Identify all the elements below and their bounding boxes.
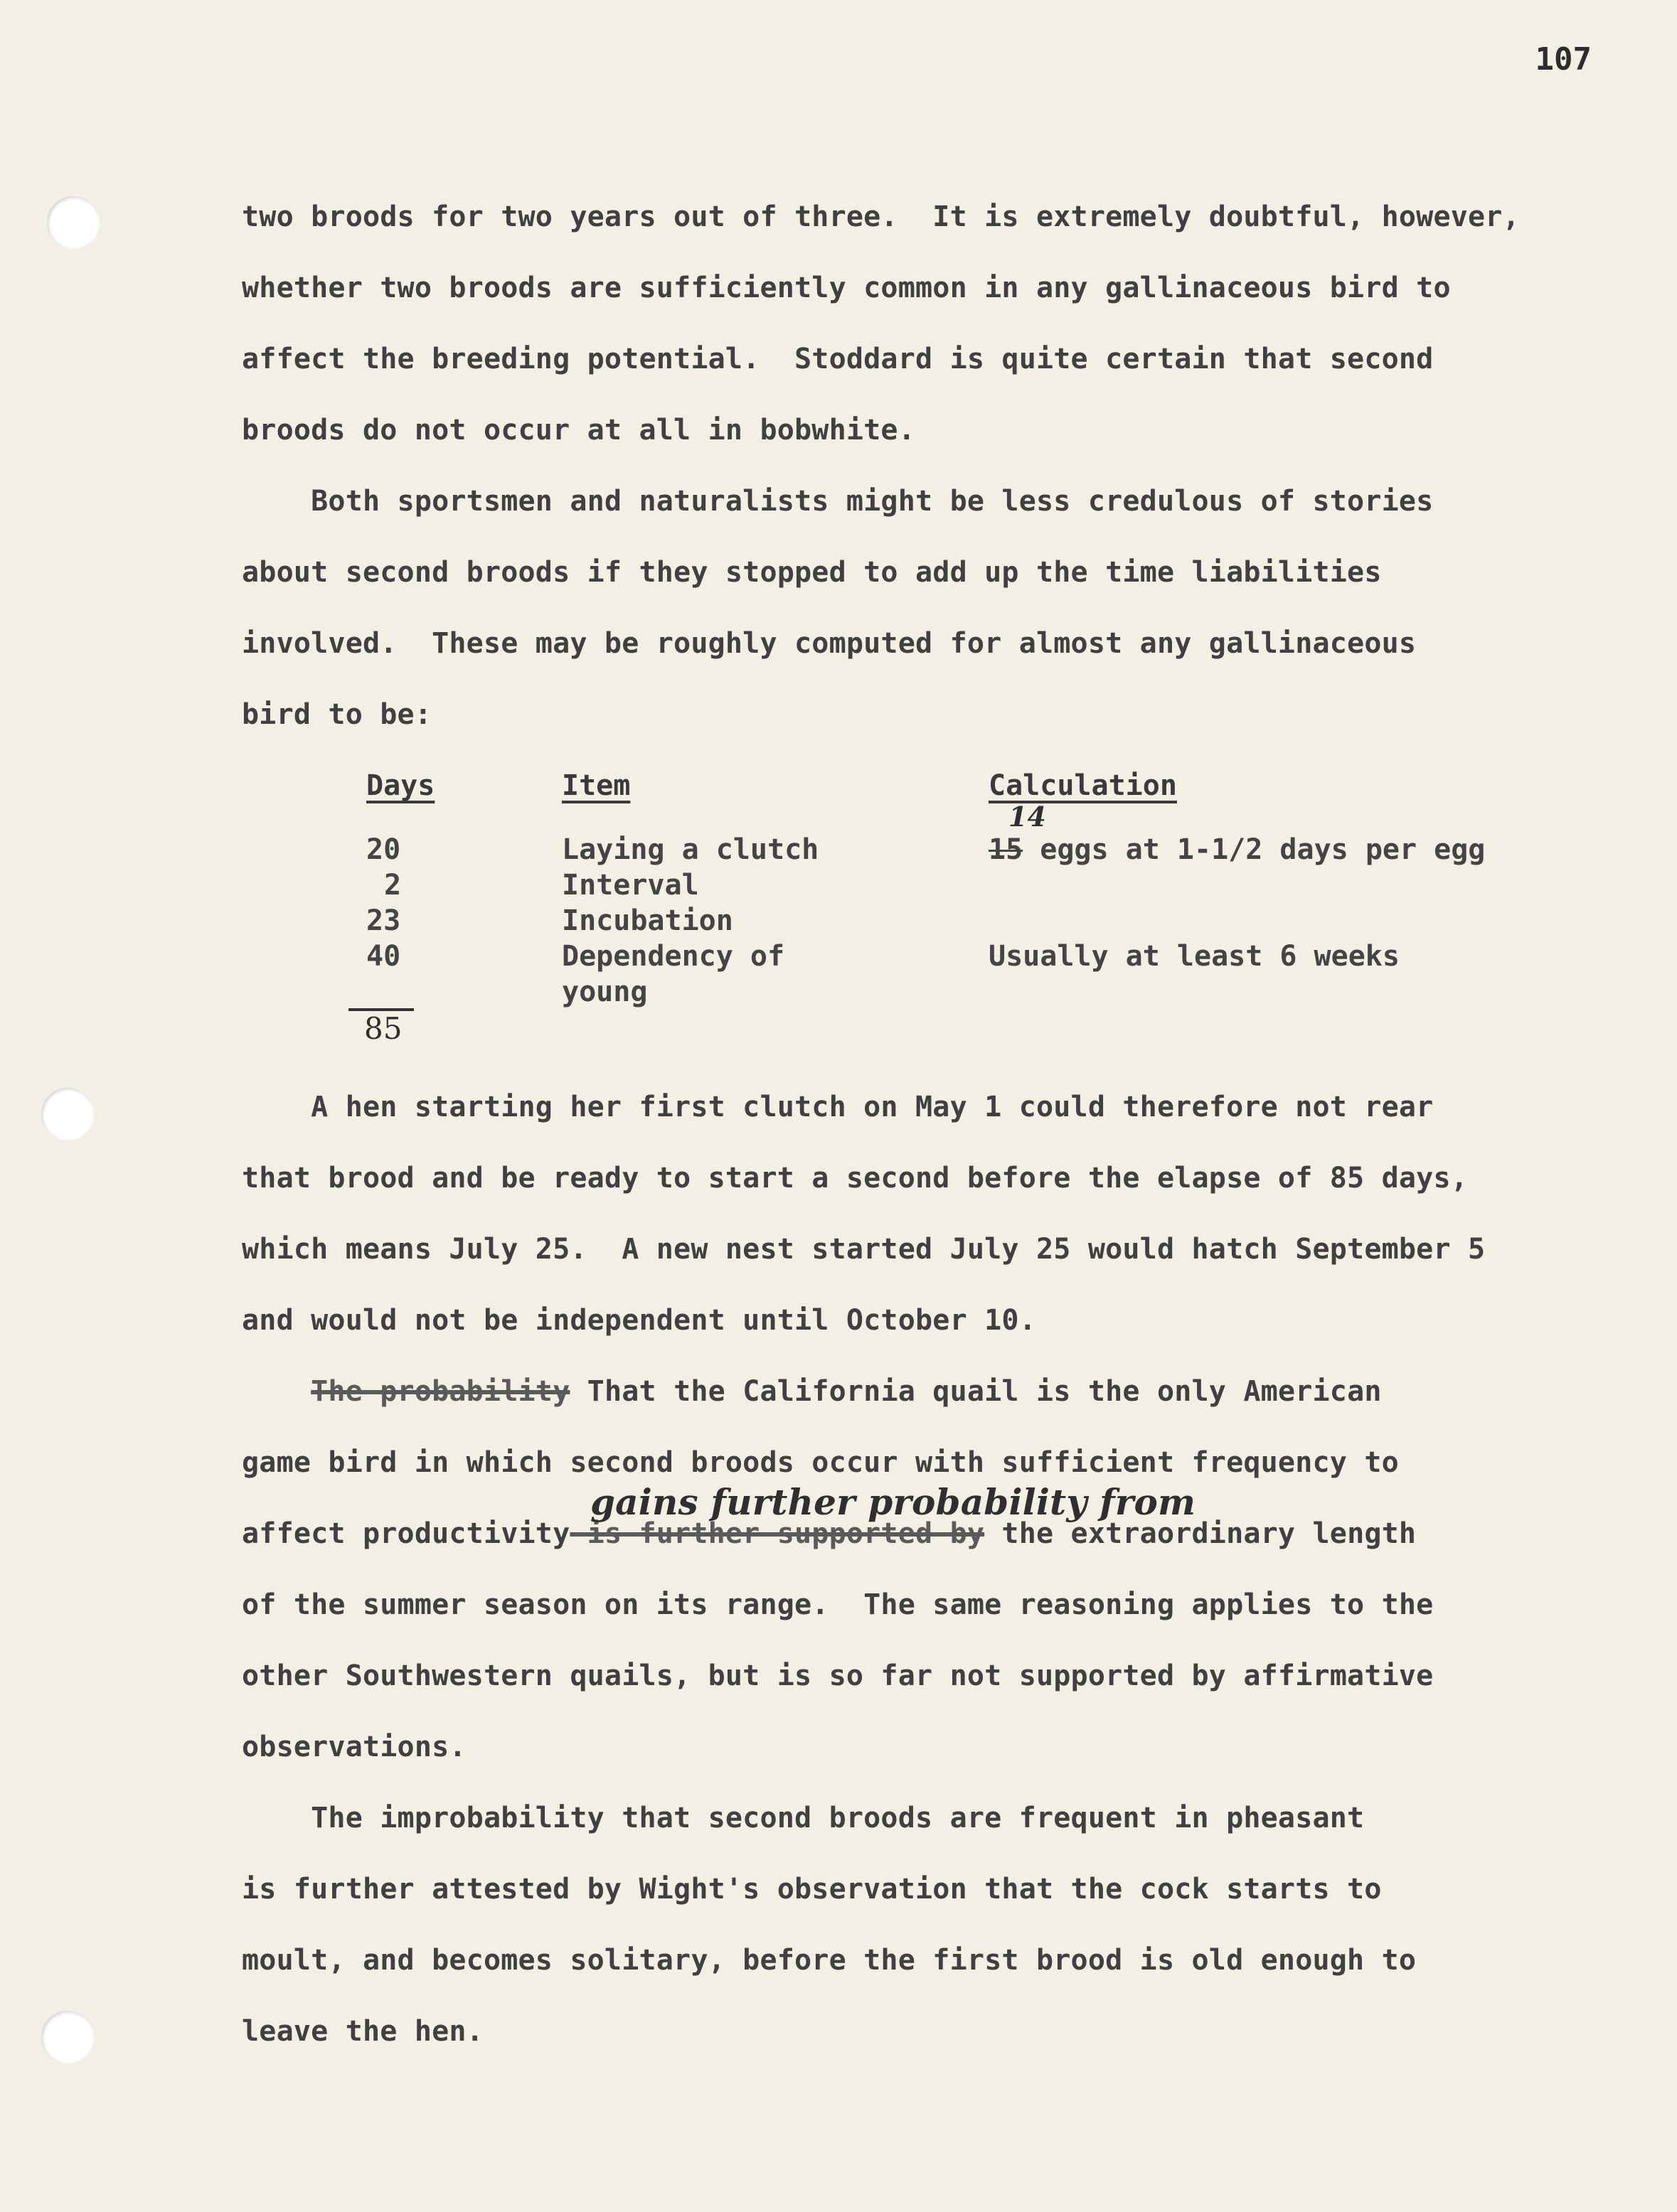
table-row	[242, 867, 1593, 903]
text-line: is further attested by Wight's observation that the cock starts to	[242, 1873, 1382, 1906]
header-calculation: Calculation	[989, 769, 1177, 802]
cell-days: 20	[366, 833, 401, 866]
line-text: That the California quail is the only American	[570, 1375, 1382, 1408]
text-line: A hen starting her first clutch on May 1 could therefore not rear	[242, 1091, 1434, 1123]
punch-hole	[41, 1088, 94, 1140]
punch-hole	[41, 2011, 94, 2063]
text-line: game bird in which second broods occur with sufficient frequency to	[242, 1446, 1399, 1479]
text-block-4	[242, 1793, 1579, 2078]
punch-hole	[47, 196, 100, 249]
days-total: 85	[364, 1011, 403, 1046]
text-block-1	[242, 192, 1579, 761]
table-header	[242, 761, 1593, 811]
cell-calculation	[882, 801, 1593, 867]
text-line: affect the breeding potential. Stoddard is quite certain that second	[242, 343, 1434, 375]
cell-calculation: Usually at least 6 weeks	[989, 940, 1400, 973]
text-line: that brood and be ready to start a second before the elapse of 85 days,	[242, 1162, 1469, 1195]
text-line: about second broods if they stopped to add up the time liabilities	[242, 556, 1382, 589]
text-line: bird to be:	[242, 698, 432, 731]
header-days: Days	[366, 769, 435, 802]
text-line: whether two broods are sufficiently common in any gallinaceous bird to	[242, 272, 1451, 304]
header-item: Item	[562, 769, 631, 802]
text-line: involved. These may be roughly computed for almost any gallinaceous	[242, 627, 1417, 660]
table-row	[242, 903, 1593, 939]
text-line: two broods for two years out of three. It is extremely doubtful, however,	[242, 201, 1520, 233]
text-line: and would not be independent until October 10.	[242, 1304, 1036, 1337]
text-line: observations.	[242, 1731, 467, 1763]
text-line	[242, 1481, 1579, 1580]
cell-calculation	[882, 867, 1593, 903]
cell-item: Dependency of young	[562, 940, 785, 1008]
table-row	[242, 801, 1593, 867]
cell-days: 2	[384, 869, 402, 902]
cell-item: Interval	[562, 869, 699, 902]
text-line	[242, 1367, 1579, 1438]
struck-text: The probability	[311, 1375, 570, 1408]
text-line: which means July 25. A new nest started July 25 would hatch September 5	[242, 1233, 1486, 1266]
line-text: affect productivity	[242, 1517, 570, 1550]
struck-text: is further supported by	[570, 1517, 985, 1550]
text-line: leave the hen.	[242, 2015, 484, 2048]
handwritten-insertion: gains further probability from	[590, 1481, 1196, 1523]
cell-days: 40	[366, 940, 401, 973]
text-line: broods do not occur at all in bobwhite.	[242, 414, 915, 447]
text-line: other Southwestern quails, but is so far not supported by affirmative	[242, 1660, 1434, 1692]
line-text: the extraordinary length	[984, 1517, 1417, 1550]
text-line: moult, and becomes solitary, before the first brood is old enough to	[242, 1944, 1417, 1977]
table-row	[242, 939, 1593, 1008]
text-block-3	[242, 1367, 1579, 1793]
cell-item: Laying a clutch	[562, 833, 819, 866]
handwritten-correction: 14	[1008, 801, 1046, 833]
calc-text: eggs at 1-1/2 days per egg	[1023, 833, 1486, 866]
cell-item: Incubation	[562, 904, 733, 937]
cell-calculation	[882, 903, 1593, 939]
page-number: 107	[1535, 41, 1592, 78]
time-liabilities-table	[242, 761, 1593, 1045]
text-line: Both sportsmen and naturalists might be less credulous of stories	[242, 485, 1434, 518]
cell-days: 23	[366, 904, 401, 937]
struck-number: 15	[989, 833, 1023, 866]
text-block-2	[242, 1082, 1579, 1367]
text-line: The improbability that second broods are frequent in pheasant	[242, 1802, 1365, 1834]
text-line: of the summer season on its range. The same reasoning applies to the	[242, 1588, 1434, 1621]
